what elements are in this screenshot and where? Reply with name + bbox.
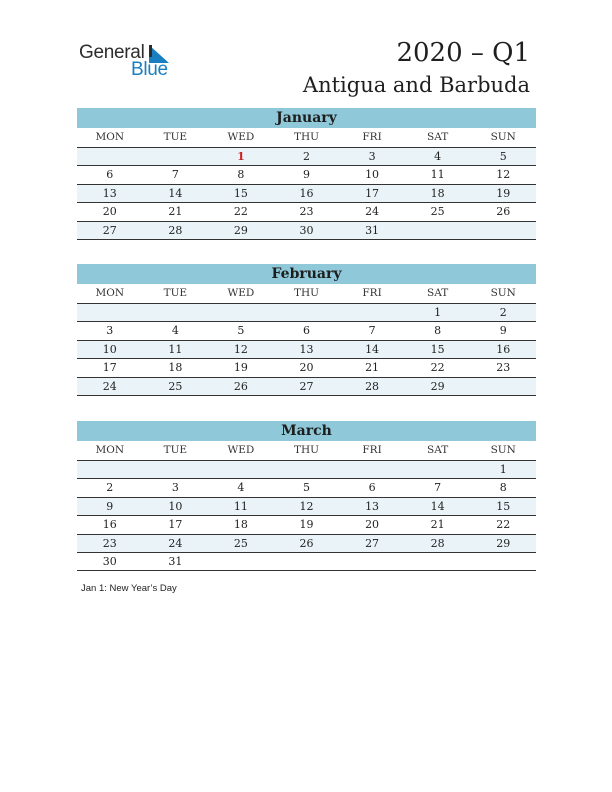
day-cell: 16: [77, 516, 143, 534]
day-cell: 22: [405, 359, 471, 377]
day-cell: [405, 553, 471, 571]
day-cell: 17: [77, 359, 143, 377]
day-cell: [339, 553, 405, 571]
day-cell: 26: [208, 378, 274, 396]
day-cell: 28: [143, 222, 209, 240]
day-cell: [77, 304, 143, 322]
weekday-label: FRI: [339, 128, 405, 148]
day-cell: 15: [405, 341, 471, 359]
day-cell: [470, 378, 536, 396]
day-cell: [143, 148, 209, 166]
day-cell: 7: [405, 479, 471, 497]
day-cell: 2: [470, 304, 536, 322]
weekday-label: SUN: [470, 128, 536, 148]
day-cell: 6: [339, 479, 405, 497]
day-cell: 11: [143, 341, 209, 359]
day-cell: [77, 461, 143, 479]
generalblue-logo: [79, 42, 179, 82]
day-cell: 21: [405, 516, 471, 534]
day-cell: 4: [405, 148, 471, 166]
day-cell: [143, 461, 209, 479]
day-cell: 3: [339, 148, 405, 166]
day-grid: [77, 284, 536, 396]
day-cell: 19: [208, 359, 274, 377]
day-cell: [339, 461, 405, 479]
day-cell: [405, 222, 471, 240]
day-grid: [77, 128, 536, 240]
day-cell: 6: [77, 166, 143, 184]
day-cell: 12: [470, 166, 536, 184]
holiday-day-cell: 1: [208, 148, 274, 166]
day-cell: 20: [274, 359, 340, 377]
day-cell: 14: [405, 498, 471, 516]
weekday-label: WED: [208, 128, 274, 148]
day-cell: 26: [470, 203, 536, 221]
day-cell: 19: [274, 516, 340, 534]
day-cell: 18: [405, 185, 471, 203]
day-cell: 29: [470, 535, 536, 553]
day-cell: 10: [339, 166, 405, 184]
weekday-label: TUE: [143, 128, 209, 148]
day-cell: 5: [208, 322, 274, 340]
day-cell: 31: [339, 222, 405, 240]
month-name: February: [77, 264, 536, 284]
weekday-label: SAT: [405, 128, 471, 148]
day-cell: 12: [208, 341, 274, 359]
day-cell: 21: [339, 359, 405, 377]
day-cell: 2: [274, 148, 340, 166]
day-cell: 8: [208, 166, 274, 184]
day-cell: 29: [405, 378, 471, 396]
day-cell: 9: [77, 498, 143, 516]
day-cell: 22: [208, 203, 274, 221]
day-cell: 13: [274, 341, 340, 359]
day-cell: 22: [470, 516, 536, 534]
day-cell: 6: [274, 322, 340, 340]
month-name: January: [77, 108, 536, 128]
weekday-label: SUN: [470, 441, 536, 461]
day-cell: [274, 553, 340, 571]
day-cell: [274, 461, 340, 479]
day-cell: 9: [274, 166, 340, 184]
month-name: March: [77, 421, 536, 441]
day-cell: [405, 461, 471, 479]
day-cell: 19: [470, 185, 536, 203]
day-cell: 17: [339, 185, 405, 203]
weekday-label: MON: [77, 284, 143, 304]
country-name: Antigua and Barbuda: [302, 73, 530, 97]
day-cell: [274, 304, 340, 322]
day-cell: 4: [208, 479, 274, 497]
logo-text-general: General: [79, 42, 145, 63]
day-cell: 26: [274, 535, 340, 553]
day-cell: 5: [274, 479, 340, 497]
day-cell: [143, 304, 209, 322]
day-cell: 15: [470, 498, 536, 516]
day-cell: [470, 222, 536, 240]
day-cell: 20: [339, 516, 405, 534]
weekday-label: MON: [77, 441, 143, 461]
day-cell: 23: [274, 203, 340, 221]
day-cell: 7: [339, 322, 405, 340]
day-cell: 25: [208, 535, 274, 553]
month-calendar-february: [77, 264, 536, 396]
day-cell: 15: [208, 185, 274, 203]
weekday-label: FRI: [339, 284, 405, 304]
day-cell: 24: [77, 378, 143, 396]
weekday-label: SUN: [470, 284, 536, 304]
day-cell: [339, 304, 405, 322]
day-cell: 17: [143, 516, 209, 534]
weekday-label: TUE: [143, 284, 209, 304]
day-cell: 24: [143, 535, 209, 553]
weekday-label: MON: [77, 128, 143, 148]
day-cell: 23: [77, 535, 143, 553]
month-calendar-march: [77, 421, 536, 571]
day-cell: 12: [274, 498, 340, 516]
weekday-label: TUE: [143, 441, 209, 461]
day-cell: 18: [208, 516, 274, 534]
day-cell: 2: [77, 479, 143, 497]
day-cell: 11: [405, 166, 471, 184]
day-cell: [470, 553, 536, 571]
day-cell: 25: [143, 378, 209, 396]
day-cell: 27: [77, 222, 143, 240]
day-cell: 21: [143, 203, 209, 221]
day-cell: 29: [208, 222, 274, 240]
day-cell: 1: [405, 304, 471, 322]
page-title: 2020 – Q1: [396, 38, 530, 68]
day-cell: 10: [143, 498, 209, 516]
day-cell: 28: [339, 378, 405, 396]
weekday-label: WED: [208, 284, 274, 304]
day-cell: [208, 553, 274, 571]
month-calendar-january: [77, 108, 536, 240]
day-cell: 7: [143, 166, 209, 184]
day-cell: 11: [208, 498, 274, 516]
day-cell: 28: [405, 535, 471, 553]
weekday-label: THU: [274, 128, 340, 148]
day-cell: 16: [274, 185, 340, 203]
weekday-label: WED: [208, 441, 274, 461]
day-cell: [208, 304, 274, 322]
day-cell: 14: [339, 341, 405, 359]
day-cell: 30: [274, 222, 340, 240]
day-cell: [208, 461, 274, 479]
day-cell: 1: [470, 461, 536, 479]
day-cell: 20: [77, 203, 143, 221]
day-cell: 31: [143, 553, 209, 571]
weekday-label: THU: [274, 441, 340, 461]
day-cell: 5: [470, 148, 536, 166]
day-cell: 3: [143, 479, 209, 497]
weekday-label: SAT: [405, 284, 471, 304]
day-cell: 30: [77, 553, 143, 571]
day-cell: 13: [77, 185, 143, 203]
day-cell: 23: [470, 359, 536, 377]
day-cell: 8: [405, 322, 471, 340]
day-grid: [77, 441, 536, 571]
day-cell: 8: [470, 479, 536, 497]
day-cell: 3: [77, 322, 143, 340]
day-cell: 16: [470, 341, 536, 359]
day-cell: 9: [470, 322, 536, 340]
day-cell: 27: [274, 378, 340, 396]
day-cell: [77, 148, 143, 166]
day-cell: 27: [339, 535, 405, 553]
day-cell: 18: [143, 359, 209, 377]
day-cell: 10: [77, 341, 143, 359]
day-cell: 4: [143, 322, 209, 340]
weekday-label: THU: [274, 284, 340, 304]
day-cell: 25: [405, 203, 471, 221]
logo-text-blue: Blue: [131, 59, 168, 80]
holiday-note: Jan 1: New Year’s Day: [81, 583, 177, 594]
day-cell: 24: [339, 203, 405, 221]
weekday-label: FRI: [339, 441, 405, 461]
day-cell: 13: [339, 498, 405, 516]
weekday-label: SAT: [405, 441, 471, 461]
day-cell: 14: [143, 185, 209, 203]
